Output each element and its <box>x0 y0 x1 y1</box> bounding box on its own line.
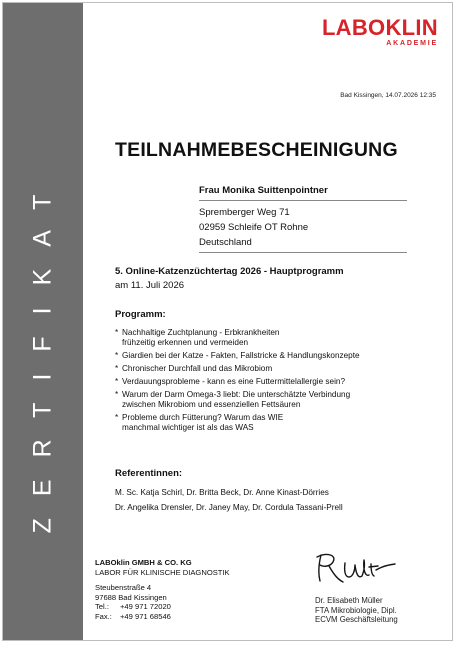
signer-name: Dr. Elisabeth Müller <box>315 596 383 605</box>
fax-row <box>95 612 230 622</box>
signature-graphic <box>311 549 401 589</box>
signer-block <box>315 596 398 625</box>
fax-label: Fax.: <box>95 611 112 621</box>
company-city: 97688 Bad Kissingen <box>95 592 167 602</box>
program-item <box>115 377 435 387</box>
logo-subtitle: AKADEMIE <box>386 40 438 47</box>
event-date: am 11. Juli 2026 <box>115 280 185 291</box>
program-item <box>115 351 435 361</box>
certificate-title: TEILNAHMEBESCHEINIGUNG <box>115 139 398 161</box>
recipient-address <box>199 201 407 253</box>
speakers-heading: Referentinnen: <box>115 468 183 479</box>
speakers-line: M. Sc. Katja Schirl, Dr. Britta Beck, Dr. Anne Kinast-Dörries <box>115 488 329 497</box>
event-block <box>115 265 344 293</box>
program-item-text: Probleme durch Fütterung? Warum das WIE manchmal wichtiger ist als das WAS <box>122 413 284 432</box>
speakers-line: Dr. Angelika Drensler, Dr. Janey May, Dr. Cordula Tassani-Prell <box>115 503 343 512</box>
logo-wordmark: LABOKLIN <box>321 15 438 40</box>
event-name: 5. Online-Katzenzüchtertag 2026 - Hauptprogramm <box>115 266 344 277</box>
phone-row <box>95 602 230 612</box>
address-country: Deutschland <box>199 237 252 248</box>
program-item <box>115 413 435 433</box>
program-item-text: Warum der Darm Omega-3 liebt: Die unterschätzte Verbindung zwischen Mikrobiom und essenziellen Fettsäuren <box>122 390 351 409</box>
certificate-page <box>2 2 453 641</box>
program-list <box>115 328 435 436</box>
laboklin-logo <box>322 17 438 47</box>
company-subtitle: LABOR FÜR KLINISCHE DIAGNOSTIK <box>95 567 230 577</box>
program-item-text: Verdauungsprobleme - kann es eine Futtermittelallergie sein? <box>122 377 346 386</box>
program-item <box>115 390 435 410</box>
company-block <box>95 558 230 621</box>
sidebar-title: ZERTIFIKAT <box>28 172 57 534</box>
program-item-text: Giardien bei der Katze - Fakten, Fallstricke & Handlungskonzepte <box>122 351 360 360</box>
company-street: Steubenstraße 4 <box>95 583 152 592</box>
phone-number: +49 971 72020 <box>120 602 171 611</box>
address-street: Spremberger Weg 71 <box>199 207 290 218</box>
recipient-name: Frau Monika Suittenpointner <box>199 185 407 201</box>
phone-label: Tel.: <box>95 602 109 611</box>
address-city: 02959 Schleife OT Rohne <box>199 222 309 233</box>
fax-number: +49 971 68546 <box>120 611 171 621</box>
location-date: Bad Kissingen, 14.07.2026 12:35 <box>340 92 436 99</box>
sidebar-band <box>3 3 83 640</box>
bullet-marker: * <box>115 413 119 422</box>
program-item-text: Chronischer Durchfall und das Mikrobiom <box>122 364 273 373</box>
bullet-marker: * <box>115 390 119 399</box>
bullet-marker: * <box>115 351 119 360</box>
program-item <box>115 364 435 374</box>
bullet-marker: * <box>115 377 119 386</box>
signer-title: FTA Mikrobiologie, Dipl. <box>315 605 397 615</box>
recipient-block <box>199 185 407 253</box>
speakers-list <box>115 485 343 515</box>
company-name: LABOklin GMBH & CO. KG <box>95 558 192 567</box>
bullet-marker: * <box>115 328 119 337</box>
program-heading: Programm: <box>115 309 166 320</box>
bullet-marker: * <box>115 364 119 373</box>
signer-role: ECVM Geschäftsleitung <box>315 615 398 624</box>
program-item <box>115 328 435 348</box>
program-item-text: Nachhaltige Zuchtplanung - Erbkrankheiten frühzeitig erkennen und vermeiden <box>122 328 280 347</box>
